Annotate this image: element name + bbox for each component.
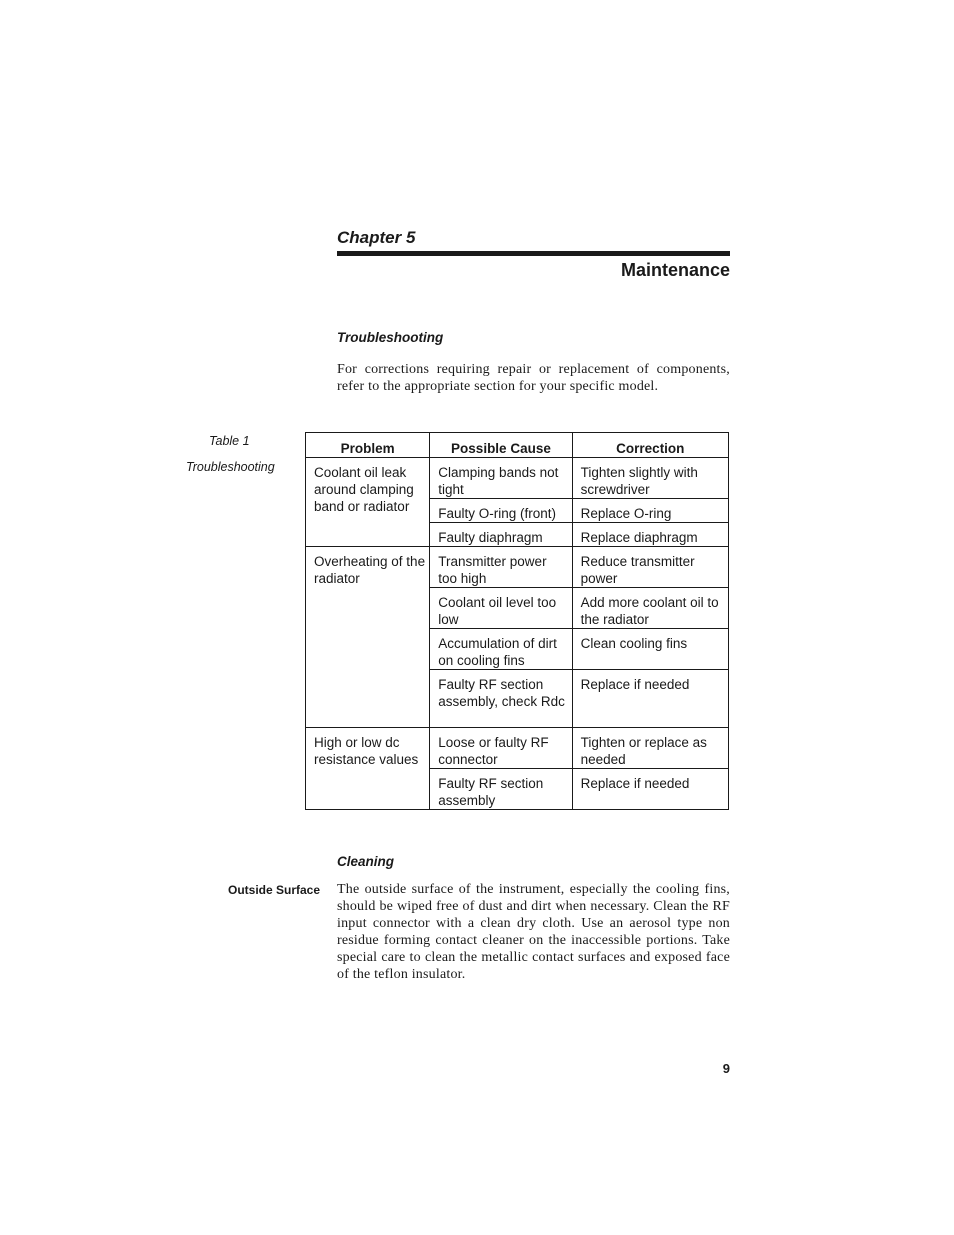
- column-header-correction: Correction: [572, 433, 728, 458]
- table-row: [306, 728, 729, 769]
- problem-cell: Overheating of the radiator: [306, 547, 430, 728]
- problem-cell: High or low dc resistance values: [306, 728, 430, 810]
- correction-cell: Tighten slightly with screwdriver: [572, 458, 728, 499]
- correction-cell: Add more coolant oil to the radiator: [572, 588, 728, 629]
- cause-cell: Faulty O-ring (front): [430, 499, 572, 523]
- troubleshooting-table: [305, 432, 729, 810]
- cause-cell: Accumulation of dirt on cooling fins: [430, 629, 572, 670]
- page-number: 9: [722, 1061, 730, 1076]
- correction-cell: Reduce transmitter power: [572, 547, 728, 588]
- troubleshooting-heading: Troubleshooting: [337, 330, 444, 345]
- table-label: Table 1: [209, 434, 250, 448]
- cause-cell: Faulty RF section assembly: [430, 769, 572, 810]
- cause-cell: Faulty diaphragm: [430, 523, 572, 547]
- table-row: [306, 547, 729, 588]
- cleaning-heading: Cleaning: [337, 854, 395, 869]
- troubleshooting-paragraph: For corrections requiring repair or replacement of components, refer to the appropriate section for your specific model.: [337, 362, 730, 394]
- cause-cell: Faulty RF section assembly, check Rdc: [430, 670, 572, 728]
- cause-cell: Loose or faulty RF connector: [430, 728, 572, 769]
- chapter-rule: [337, 251, 730, 256]
- cause-cell: Clamping bands not tight: [430, 458, 572, 499]
- chapter-title: Maintenance: [620, 260, 730, 280]
- column-header-problem: Problem: [306, 433, 430, 458]
- correction-cell: Tighten or replace as needed: [572, 728, 728, 769]
- chapter-label: Chapter 5: [337, 228, 416, 247]
- correction-cell: Clean cooling fins: [572, 629, 728, 670]
- correction-cell: Replace diaphragm: [572, 523, 728, 547]
- cause-cell: Transmitter power too high: [430, 547, 572, 588]
- table-caption: Troubleshooting: [186, 460, 275, 474]
- cause-cell: Coolant oil level too low: [430, 588, 572, 629]
- correction-cell: Replace if needed: [572, 670, 728, 728]
- table-row: [306, 458, 729, 499]
- problem-cell: Coolant oil leak around clamping band or radiator: [306, 458, 430, 547]
- correction-cell: Replace if needed: [572, 769, 728, 810]
- cleaning-paragraph: The outside surface of the instrument, especially the cooling fins, should be wiped free of dust and dirt when necessary. Clean the RF input connector with a clean dry cloth. Use an aerosol type non residue forming contact cleaner on the inaccessible portions. Take special care to clean the metallic contact surfaces and exposed face of the teflon insulator.: [337, 882, 730, 982]
- correction-cell: Replace O-ring: [572, 499, 728, 523]
- table-header-row: [306, 433, 729, 458]
- outside-surface-label: Outside Surface: [228, 883, 321, 897]
- column-header-cause: Possible Cause: [430, 433, 572, 458]
